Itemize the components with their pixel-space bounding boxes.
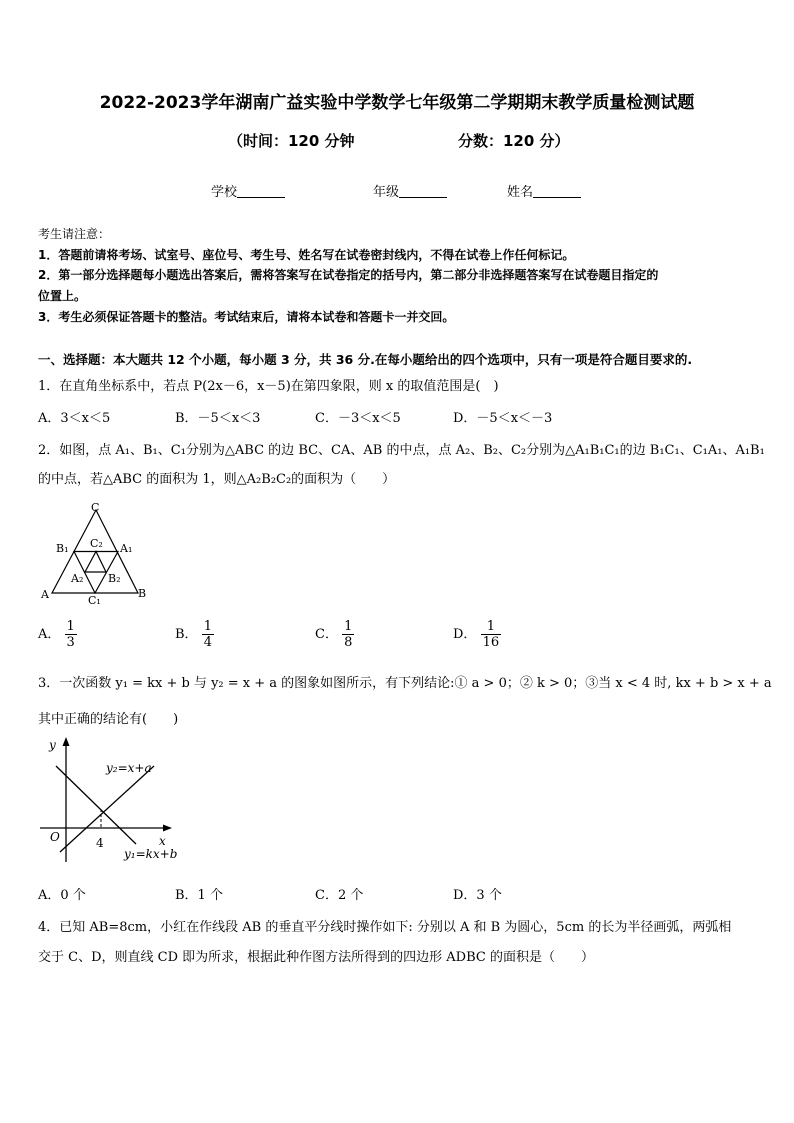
school-field[interactable]	[211, 181, 285, 200]
exam-time: （时间：120 分钟	[228, 132, 355, 150]
notes-heading: 考生请注意：	[38, 227, 111, 241]
q3-option-d[interactable]: D．3 个	[453, 888, 502, 903]
name-field[interactable]	[507, 181, 581, 200]
grade-field[interactable]	[373, 181, 447, 200]
q3-option-a[interactable]: A．0 个	[38, 888, 86, 903]
note-1: 1．答题前请将考场、试室号、座位号、考生号、姓名写在试卷密封线内，不得在试卷上作任何标记。	[38, 248, 575, 262]
q2-option-c-fraction: $\frac{1}{8}$	[344, 619, 353, 650]
grade-label: 年级	[373, 185, 400, 200]
label-x: x	[159, 834, 166, 848]
exam-score: 分数：120 分）	[458, 132, 570, 150]
q2-option-d-fraction: $\frac{1}{16}$	[482, 619, 500, 650]
school-label: 学校	[211, 185, 238, 200]
q1-option-a[interactable]: A．3＜x＜5	[38, 411, 111, 426]
q1-option-c[interactable]: C．－3＜x＜5	[315, 411, 401, 426]
q2-option-c-letter: C．	[315, 627, 338, 642]
question-3-line-2: 其中正确的结论有( )	[38, 712, 179, 727]
q2-option-b[interactable]	[175, 619, 214, 650]
label-c: C	[91, 501, 100, 514]
linear-functions-figure	[38, 734, 198, 866]
label-c2: C₂	[90, 537, 103, 550]
q1-option-d[interactable]: D．－5＜x＜－3	[453, 411, 553, 426]
note-2: 2．第一部分选择题每小题选出答案后，需将答案写在试卷指定的括号内，第二部分非选择题答案写在试卷题目指定的	[38, 268, 659, 282]
label-b: B	[138, 587, 147, 600]
question-2-line-1: 2．如图，点 A₁、B₁、C₁分别为△ABC 的边 BC、CA、AB 的中点，点 A₂、B₂、C₂分别为△A₁B₁C₁的边 B₁C₁、C₁A₁、A₁B₁	[38, 443, 765, 458]
page-title: 2022-2023学年湖南广益实验中学数学七年级第二学期期末教学质量检测试题	[99, 93, 695, 113]
question-1-stem: 1．在直角坐标系中，若点 P(2x－6，x－5)在第四象限，则 x 的取值范围是( )	[38, 379, 499, 394]
y-axis-arrow	[63, 737, 70, 746]
question-2-line-2: 的中点，若△ABC 的面积为 1，则△A₂B₂C₂的面积为（ ）	[38, 472, 396, 487]
label-a2: A₂	[71, 572, 84, 585]
q2-option-d-letter: D．	[453, 627, 477, 642]
line-y1	[56, 766, 136, 844]
section-heading: 一、选择题：本大题共 12 个小题，每小题 3 分，共 36 分.在每小题给出的四个选项中，只有一项是符合题目要求的.	[38, 352, 693, 367]
name-blank[interactable]	[533, 185, 581, 198]
x-axis-arrow	[163, 825, 172, 832]
label-b1: B₁	[56, 542, 69, 555]
school-blank[interactable]	[237, 185, 285, 198]
question-4-line-2: 交于 C、D，则直线 CD 即为所求，根据此种作图方法所得到的四边形 ADBC 的面积是（ ）	[38, 950, 594, 965]
q3-option-c[interactable]: C．2 个	[315, 888, 364, 903]
name-label: 姓名	[507, 185, 534, 200]
q2-option-a-fraction: $\frac{1}{3}$	[66, 619, 75, 650]
label-a1: A₁	[120, 542, 133, 555]
q2-option-c[interactable]	[315, 619, 354, 650]
line-y2	[60, 766, 154, 852]
q2-option-b-letter: B．	[175, 627, 198, 642]
grade-blank[interactable]	[399, 185, 447, 198]
question-3-line-1: 3．一次函数 y₁ = kx + b 与 y₂ = x + a 的图象如图所示，有下列结论:① a > 0；② k > 0；③当 x < 4 时, kx + b > x + a	[38, 676, 772, 691]
q2-option-b-fraction: $\frac{1}{4}$	[203, 619, 212, 650]
triangle-figure	[38, 500, 153, 604]
note-3: 3．考生必须保证答题卡的整洁。考试结束后，请将本试卷和答题卡一并交回。	[38, 310, 455, 324]
label-a: A	[41, 588, 49, 601]
triangle-a2b2c2	[85, 552, 106, 573]
q1-option-b[interactable]: B．－5＜x＜3	[175, 411, 261, 426]
note-2-cont: 位置上。	[38, 289, 87, 303]
label-four: 4	[96, 836, 104, 850]
q2-option-d[interactable]	[453, 619, 501, 650]
label-y: y	[49, 738, 56, 752]
q3-option-b[interactable]: B．1 个	[175, 888, 223, 903]
q2-option-a-letter: A．	[38, 627, 61, 642]
label-origin: O	[50, 830, 60, 844]
label-b2: B₂	[108, 572, 121, 585]
label-c1: C₁	[88, 594, 101, 604]
label-y1: y₁=kx+b	[124, 847, 178, 861]
question-4-line-1: 4．已知 AB=8cm，小红在作线段 AB 的垂直平分线时操作如下: 分别以 A 和 B 为圆心，5cm 的长为半径画弧，两弧相	[38, 920, 732, 935]
q2-option-a[interactable]	[38, 619, 77, 650]
label-y2: y₂=x+a	[106, 761, 152, 775]
